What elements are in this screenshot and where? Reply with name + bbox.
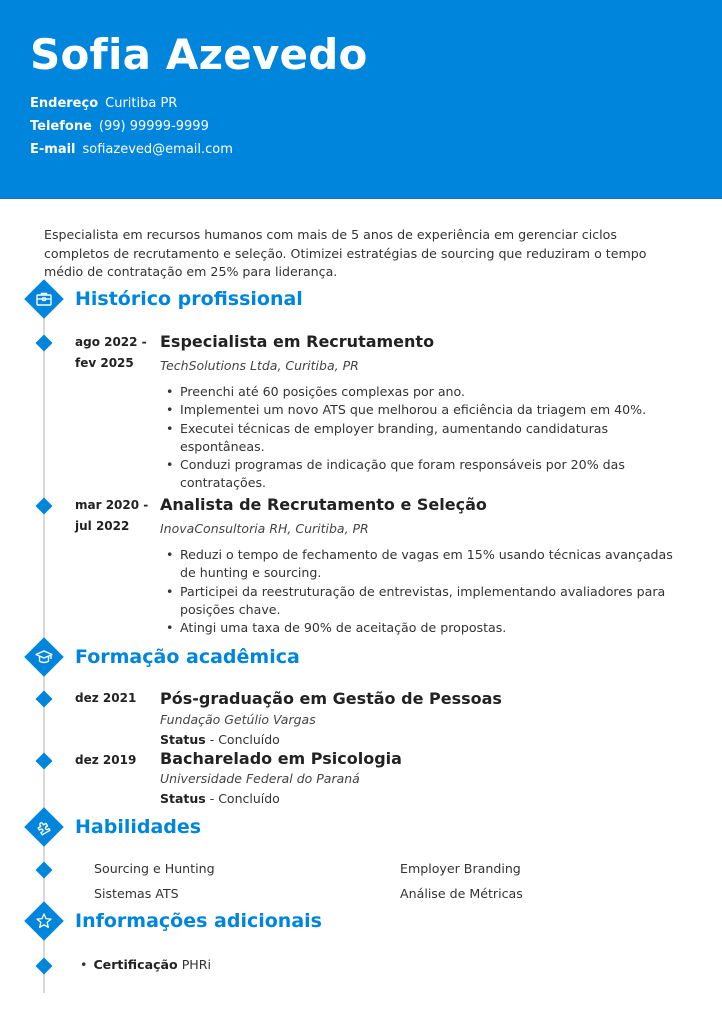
professional-summary: Especialista em recursos humanos com mais de 5 anos de experiência em gerenciar ciclos completos de recrutamento e seleção. Otimizei estratégias de sourcing que reduziram o tempo médio de contratação em 25% para liderança.: [44, 227, 647, 279]
bullet-icon: •: [80, 957, 88, 972]
edu-degree: Bacharelado em Psicologia: [160, 749, 402, 768]
skill-item: Sistemas ATS: [94, 886, 179, 901]
section-title-additional: Informações adicionais: [75, 910, 322, 932]
briefcase-icon: [24, 279, 64, 319]
timeline-marker: [36, 498, 53, 515]
resume-header: [0, 0, 722, 199]
edu-status: Status - Concluído: [160, 791, 280, 806]
bullet-item: • Conduzi programas de indicação que foram responsáveis por 20% das contratações.: [166, 456, 686, 493]
job-bullets: [166, 383, 686, 493]
timeline-marker: [36, 691, 53, 708]
contact-value: (99) 99999-9999: [98, 119, 209, 134]
edu-institution: Fundação Getúlio Vargas: [160, 712, 316, 727]
puzzle-icon: [24, 807, 64, 847]
contact-label: Endereço: [30, 96, 99, 111]
timeline-marker: [36, 862, 53, 879]
skill-item: Employer Branding: [400, 861, 521, 876]
job-bullets: [166, 546, 686, 637]
contact-label: Telefone: [30, 119, 92, 134]
skill-item: Análise de Métricas: [400, 886, 523, 901]
job-title: Especialista em Recrutamento: [160, 332, 435, 351]
section-title-skills: Habilidades: [75, 816, 202, 838]
graduation-cap-icon: [24, 637, 64, 677]
edu-degree: Pós-graduação em Gestão de Pessoas: [160, 689, 502, 708]
timeline-marker: [36, 958, 53, 975]
job-title: Analista de Recrutamento e Seleção: [160, 495, 487, 514]
bullet-item: • Executei técnicas de employer branding, aumentando candidaturas espontâneas.: [166, 420, 686, 457]
skill-item: Sourcing e Hunting: [94, 861, 215, 876]
star-icon: [24, 901, 64, 941]
contact-value: Curitiba PR: [105, 96, 178, 111]
job-company: InovaConsultoria RH, Curitiba, PR: [160, 521, 369, 536]
timeline-marker: [36, 335, 53, 352]
edu-status: Status - Concluído: [160, 732, 280, 747]
contact-phone: [30, 119, 209, 134]
contact-address: [30, 96, 177, 111]
contact-label: E-mail: [30, 142, 76, 157]
bullet-item: • Preenchi até 60 posições complexas por ano.: [166, 383, 686, 401]
edu-institution: Universidade Federal do Paraná: [160, 771, 360, 786]
job-date: mar 2020 - jul 2022: [75, 498, 149, 533]
section-title-education: Formação acadêmica: [75, 646, 300, 668]
section-title-experience: Histórico profissional: [75, 288, 303, 310]
contact-value[interactable]: sofiazeved@email.com: [82, 142, 233, 157]
contact-email: [30, 142, 233, 157]
edu-date: dez 2019: [75, 753, 137, 767]
bullet-item: • Participei da reestruturação de entrevistas, implementando avaliadores para posições chave.: [166, 583, 686, 620]
timeline-marker: [36, 753, 53, 770]
candidate-name: Sofia Azevedo: [30, 30, 368, 79]
bullet-item: • Atingi uma taxa de 90% de aceitação de propostas.: [166, 619, 686, 637]
bullet-item: • Implementei um novo ATS que melhorou a eficiência da triagem em 40%.: [166, 401, 686, 419]
job-company: TechSolutions Ltda, Curitiba, PR: [160, 358, 359, 373]
job-date: ago 2022 - fev 2025: [75, 335, 147, 370]
edu-date: dez 2021: [75, 691, 137, 705]
bullet-item: • Reduzi o tempo de fechamento de vagas em 15% usando técnicas avançadas de hunting e sourcing.: [166, 546, 686, 583]
additional-item: • Certificação PHRi: [80, 957, 212, 972]
